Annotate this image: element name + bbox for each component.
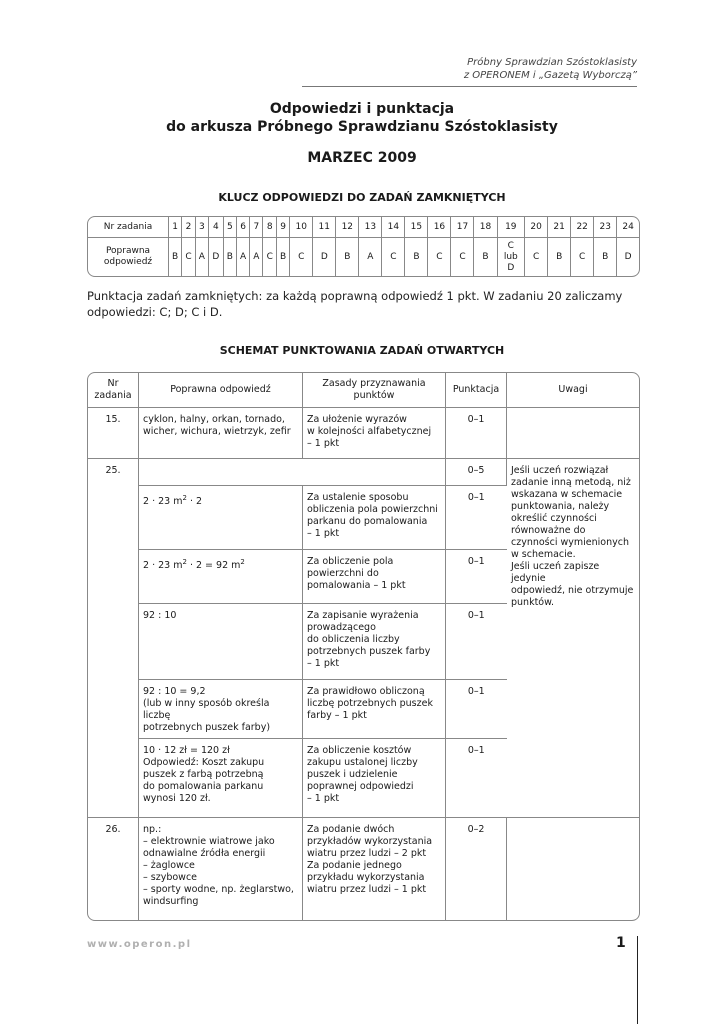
- open-tasks-header-row: [88, 373, 639, 408]
- task-25-step-3-answer: 92 : 10: [139, 604, 303, 680]
- header-line-1: Próbny Sprawdzian Szóstoklasisty: [467, 57, 637, 68]
- answer-cell: C: [382, 238, 405, 277]
- task-25-step-4-points: 0–1: [446, 680, 507, 739]
- task-number-cell: 2: [182, 217, 195, 238]
- answer-cell: C: [263, 238, 276, 277]
- task-15-points: 0–1: [446, 408, 507, 459]
- answer-cell: B: [474, 238, 497, 277]
- task-25-step-4-rule: Za prawidłowo obliczoną liczbę potrzebnych puszek farby – 1 pkt: [303, 680, 446, 739]
- answer-cell: C: [451, 238, 474, 277]
- task-25-step-4-answer: 92 : 10 = 9,2 (lub w inny sposób określa liczbę potrzebnych puszek farby): [139, 680, 303, 739]
- task-number-cell: 24: [617, 217, 639, 238]
- task-26-points: 0–2: [446, 818, 507, 921]
- task-number-cell: 8: [263, 217, 276, 238]
- answer-cell: A: [250, 238, 263, 277]
- answer-cell: A: [195, 238, 208, 277]
- answer-cell: A: [359, 238, 382, 277]
- answer-key-answers-row: [88, 238, 639, 277]
- answer-cell: C lub D: [497, 238, 525, 277]
- task-15-answer: cyklon, halny, orkan, tornado, wicher, wichura, wietrzyk, zefir: [139, 408, 303, 459]
- task-number-cell: 17: [451, 217, 474, 238]
- task-15-number: 15.: [88, 408, 139, 459]
- task-15-rule: Za ułożenie wyrazów w kolejności alfabetycznej – 1 pkt: [303, 408, 446, 459]
- answer-cell: B: [548, 238, 571, 277]
- task-25-step-5-answer: 10 · 12 zł = 120 zł Odpowiedź: Koszt zakupu puszek z farbą potrzebną do pomalowania parkanu wynosi 120 zł.: [139, 739, 303, 818]
- col-scoring-rules: Zasady przyznawania punktów: [303, 373, 446, 408]
- task-15-remark: [507, 408, 640, 459]
- running-header: [0, 56, 637, 82]
- task-number-cell: 15: [405, 217, 428, 238]
- task-25-number: 25.: [88, 459, 139, 818]
- answer-key-heading: KLUCZ ODPOWIEDZI DO ZADAŃ ZAMKNIĘTYCH: [218, 191, 506, 204]
- page-number: 1: [616, 935, 626, 951]
- task-number-cell: 19: [497, 217, 525, 238]
- task-25-step-2-points: 0–1: [446, 550, 507, 604]
- answer-cell: C: [571, 238, 594, 277]
- task-26-answer: np.: – elektrownie wiatrowe jako odnawialne źródła energii – żaglowce – szybowce – sporty wodne, np. żeglarstwo, windsurfing: [139, 818, 303, 921]
- task-number-cell: 9: [276, 217, 289, 238]
- answer-cell: B: [169, 238, 182, 277]
- task-number-cell: 18: [474, 217, 497, 238]
- task-number-cell: 4: [209, 217, 224, 238]
- col-points: Punktacja: [446, 373, 507, 408]
- task-number-cell: 22: [571, 217, 594, 238]
- answer-cell: C: [290, 238, 313, 277]
- answer-key-answer-label: Poprawna odpowiedź: [88, 238, 169, 277]
- task-number-cell: 21: [548, 217, 571, 238]
- task-25-remark: Jeśli uczeń rozwiązał zadanie inną metodą, niż wskazana w schemacie punktowania, należy określić czynności równoważne do czynności wymienionych w schemacie. Jeśli uczeń zapisze jedynie odpowiedź, nie otrzymuje punktów.: [507, 459, 640, 818]
- task-25-points: 0–5: [446, 459, 507, 486]
- task-25-blank: [139, 459, 446, 486]
- task-26-number: 26.: [88, 818, 139, 921]
- task-25-step-5-rule: Za obliczenie kosztów zakupu ustalonej liczby puszek i udzielenie poprawnej odpowiedzi – 1 pkt: [303, 739, 446, 818]
- answer-cell: C: [525, 238, 548, 277]
- open-tasks-heading: SCHEMAT PUNKTOWANIA ZADAŃ OTWARTYCH: [219, 344, 505, 357]
- answer-cell: D: [624, 251, 632, 262]
- answer-cell: A: [236, 238, 249, 277]
- answer-cell: B: [405, 238, 428, 277]
- task-number-cell: 16: [428, 217, 451, 238]
- task-25-step-1-answer: 2 · 23 $m^2 \cdot 2$: [139, 486, 303, 550]
- title-line-1: Odpowiedzi i punktacja: [269, 101, 455, 117]
- document-date: MARZEC 2009: [307, 150, 417, 166]
- task-number-cell: 11: [313, 217, 336, 238]
- title-line-2: do arkusza Próbnego Sprawdzianu Szóstoklasisty: [166, 119, 558, 135]
- col-task-number: Nr zadania: [88, 373, 139, 408]
- answer-key-number-label: Nr zadania: [88, 217, 169, 238]
- answer-cell: C: [182, 238, 195, 277]
- task-25-step-2-rule: Za obliczenie pola powierzchni do pomalowania – 1 pkt: [303, 550, 446, 604]
- task-number-cell: 20: [525, 217, 548, 238]
- col-remarks: Uwagi: [507, 373, 640, 408]
- task-26-rule: Za podanie dwóch przykładów wykorzystania wiatru przez ludzi – 2 pkt Za podanie jednego przykładu wykorzystania wiatru przez ludzi – 1 pkt: [303, 818, 446, 921]
- task-25-step-2-answer: 2 · 23 $m^2 \cdot 2 = 92$ $m^2$: [139, 550, 303, 604]
- task-25-step-3-points: 0–1: [446, 604, 507, 680]
- header-line-2: z OPERONEM i „Gazetą Wyborczą”: [463, 70, 637, 81]
- answer-key-numbers-row: [88, 217, 639, 238]
- task-15-row: [88, 408, 639, 459]
- open-tasks-table: [87, 372, 640, 921]
- answer-cell: D: [209, 238, 224, 277]
- task-number-cell: 13: [359, 217, 382, 238]
- task-25-step-1-points: 0–1: [446, 486, 507, 550]
- footer-url: www.operon.pl: [87, 939, 192, 950]
- answer-cell: D: [313, 238, 336, 277]
- answer-cell: C: [428, 238, 451, 277]
- task-25-step-1-rule: Za ustalenie sposobu obliczenia pola powierzchni parkanu do pomalowania – 1 pkt: [303, 486, 446, 550]
- answer-cell: B: [336, 238, 359, 277]
- task-25-step-5-points: 0–1: [446, 739, 507, 818]
- task-25-row: [88, 459, 639, 486]
- header-rule: [302, 86, 637, 87]
- col-correct-answer: Poprawna odpowiedź: [139, 373, 303, 408]
- task-number-cell: 12: [336, 217, 359, 238]
- task-number-cell: 3: [195, 217, 208, 238]
- task-26-remark: [507, 818, 640, 921]
- task-26-row: [88, 818, 639, 921]
- task-number-cell: 10: [290, 217, 313, 238]
- task-number-cell: 14: [382, 217, 405, 238]
- answer-cell: B: [223, 238, 236, 277]
- task-number-cell: 7: [250, 217, 263, 238]
- scoring-note: Punktacja zadań zamkniętych: za każdą poprawną odpowiedź 1 pkt. W zadaniu 20 zaliczamy odpowiedzi: C; D; C i D.: [87, 289, 623, 319]
- answer-key-table: [87, 216, 640, 277]
- task-25-step-3-rule: Za zapisanie wyrażenia prowadzącego do obliczenia liczby potrzebnych puszek farby – 1 pkt: [303, 604, 446, 680]
- task-number-cell: 23: [594, 217, 617, 238]
- task-number-cell: 1: [169, 217, 182, 238]
- page-edge-rule: [637, 936, 638, 1024]
- document-title: [0, 100, 724, 136]
- answer-cell: B: [276, 238, 289, 277]
- task-number-cell: 6: [236, 217, 249, 238]
- task-number-cell: 5: [223, 217, 236, 238]
- answer-cell: B: [594, 238, 617, 277]
